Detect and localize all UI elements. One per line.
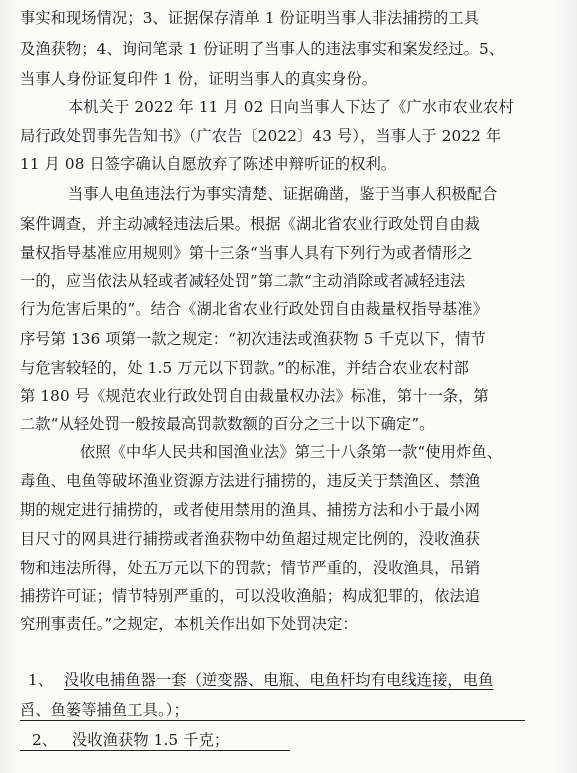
- evidence-line-1: 事实和现场情况；3、证据保存清单 1 份证明当事人非法捕捞的工具: [20, 9, 480, 27]
- notice-line-1: 本机关于 2022 年 11 月 02 日向当事人下达了《广水市农业农村: [68, 98, 514, 116]
- reasoning-line-8: 第 180 号《规范农业行政处罚自由裁量权办法》标准，第十一条，第: [20, 387, 489, 405]
- reasoning-line-1: 当事人电鱼违法行为事实清楚、证据确凿，鉴于当事人积极配合: [68, 185, 498, 203]
- reasoning-line-7: 与危害较轻的，处 1.5 万元以下罚款。”的标准，并结合农业农村部: [20, 359, 469, 377]
- law-line-1: 依照《中华人民共和国渔业法》第三十八条第一款“使用炸鱼、: [80, 443, 503, 461]
- law-line-5: 物和违法所得，处五万元以下的罚款；情节严重的，没收渔具，吊销: [20, 559, 481, 577]
- reasoning-line-2: 案件调查，并主动减轻违法后果。根据《湖北省农业行政处罚自由裁: [20, 215, 481, 233]
- reasoning-line-5: 行为危害后果的”。结合《湖北省农业行政处罚自由裁量权指导基准》: [20, 300, 489, 318]
- law-line-3: 期的规定进行捕捞的，或者使用禁用的渔具、捕捞方法和小于最小网: [20, 501, 481, 519]
- decision-1-underline: [20, 720, 525, 721]
- notice-line-3: 11 月 08 日签字确认自愿放弃了陈述申辩听证的权利。: [20, 155, 397, 173]
- reasoning-line-9: 二款“从轻处罚一般按最高罚款数额的百分之三十以下确定”。: [20, 415, 435, 433]
- reasoning-line-4: 一的，应当依法从轻或者减轻处罚”第二款“主动消除或者减轻违法: [20, 272, 466, 290]
- decision-2-underline: [20, 750, 290, 751]
- decision-2-text: 没收渔获物 1.5 千克；: [72, 731, 230, 749]
- law-line-2: 毒鱼、电鱼等破坏渔业资源方法进行捕捞的，违反关于禁渔区、禁渔: [20, 472, 481, 490]
- decision-1-line-2: 舀、鱼篓等捕鱼工具。）；: [20, 701, 189, 719]
- law-line-6: 捕捞许可证；情节特别严重的，可以没收渔船；构成犯罪的，依法追: [20, 587, 481, 605]
- reasoning-line-6: 序号第 136 项第一款之规定：“初次违法或渔获物 5 千克以下，情节: [20, 330, 486, 348]
- decision-2-number: 2、: [32, 731, 58, 749]
- evidence-line-3: 当事人身份证复印件 1 份，证明当事人的真实身份。: [20, 70, 378, 88]
- decision-1-number: 1、: [28, 671, 54, 689]
- law-line-7: 究刑事责任。”之规定，本机关作出如下处罚决定：: [20, 615, 358, 633]
- law-line-4: 目尺寸的网具进行捕捞或者渔获物中幼鱼超过规定比例的，没收渔获: [20, 530, 481, 548]
- reasoning-line-3: 量权指导基准应用规则》第十三条“当事人具有下列行为或者情形之: [20, 244, 473, 262]
- notice-line-2: 局行政处罚事先告知书》（广农告〔2022〕43 号），当事人于 2022 年: [20, 127, 502, 145]
- decision-1-line-1: 没收电捕鱼器一套（逆变器、电瓶、电鱼杆均有电线连接，电鱼: [64, 671, 494, 689]
- evidence-line-2: 及渔获物；4、询问笔录 1 份证明了当事人的违法事实和案发经过。5、: [20, 40, 505, 58]
